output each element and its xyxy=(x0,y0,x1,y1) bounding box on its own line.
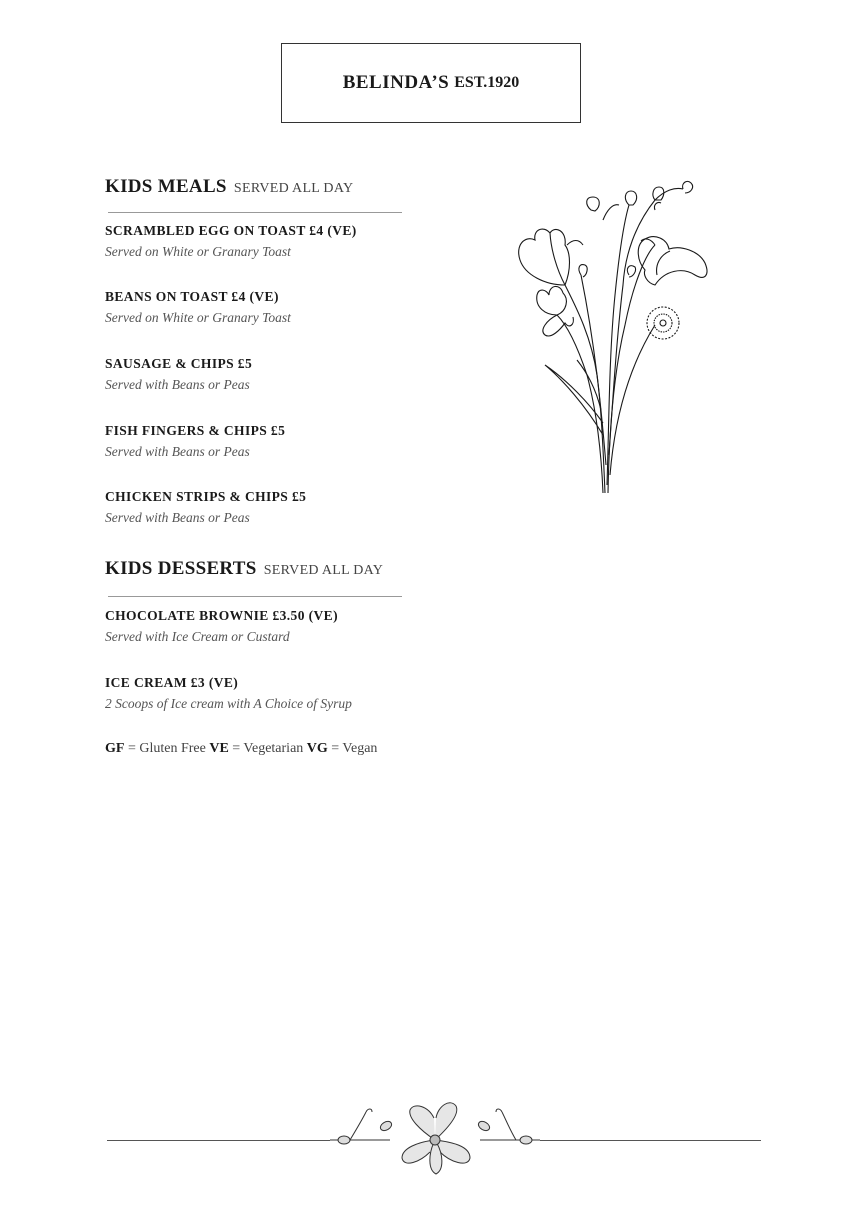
kids-desserts-subtitle: SERVED ALL DAY xyxy=(263,563,384,578)
menu-item xyxy=(105,423,435,460)
legend-ve-text: = Vegetarian xyxy=(228,741,307,756)
menu-item-description: Served on White or Granary Toast xyxy=(105,310,291,325)
menu-item xyxy=(105,489,435,526)
footer-flower-icon xyxy=(330,1100,540,1180)
menu-item-description: Served with Beans or Peas xyxy=(105,444,250,459)
legend-vg-code: VG xyxy=(306,741,328,756)
menu-item xyxy=(105,356,435,393)
menu-item-name: CHOCOLATE BROWNIE £3.50 (VE) xyxy=(105,608,338,623)
kids-desserts-heading xyxy=(105,558,425,580)
legend-vg-text: = Vegan xyxy=(327,741,378,756)
menu-item-description: Served on White or Granary Toast xyxy=(105,244,291,259)
menu-item xyxy=(105,223,435,260)
dietary-legend xyxy=(105,741,377,757)
menu-item-name: ICE CREAM £3 (VE) xyxy=(105,675,239,690)
menu-item xyxy=(105,675,435,712)
brand-name: BELINDA’S xyxy=(342,72,450,93)
menu-item xyxy=(105,289,435,326)
menu-item xyxy=(105,608,435,645)
legend-gf-code: GF xyxy=(105,741,125,756)
menu-item-name: CHICKEN STRIPS & CHIPS £5 xyxy=(105,489,307,504)
flower-bouquet-icon xyxy=(505,175,725,505)
kids-desserts-title: KIDS DESSERTS xyxy=(105,558,257,579)
logo-box xyxy=(281,43,581,123)
menu-item-description: Served with Beans or Peas xyxy=(105,510,250,525)
menu-item-name: BEANS ON TOAST £4 (VE) xyxy=(105,289,279,304)
menu-item-description: Served with Beans or Peas xyxy=(105,377,250,392)
legend-ve-code: VE xyxy=(209,741,229,756)
menu-item-description: Served with Ice Cream or Custard xyxy=(105,629,290,644)
menu-item-description: 2 Scoops of Ice cream with A Choice of Syrup xyxy=(105,696,352,711)
kids-meals-title: KIDS MEALS xyxy=(105,176,227,197)
kids-desserts-divider xyxy=(108,596,402,597)
menu-item-name: SAUSAGE & CHIPS £5 xyxy=(105,356,253,371)
menu-item-name: FISH FINGERS & CHIPS £5 xyxy=(105,423,286,438)
kids-meals-divider xyxy=(108,212,402,213)
legend-gf-text: = Gluten Free xyxy=(124,741,210,756)
menu-item-name: SCRAMBLED EGG ON TOAST £4 (VE) xyxy=(105,223,357,238)
brand-established: EST.1920 xyxy=(454,74,520,91)
kids-meals-heading xyxy=(105,176,425,198)
kids-meals-subtitle: SERVED ALL DAY xyxy=(233,181,354,196)
